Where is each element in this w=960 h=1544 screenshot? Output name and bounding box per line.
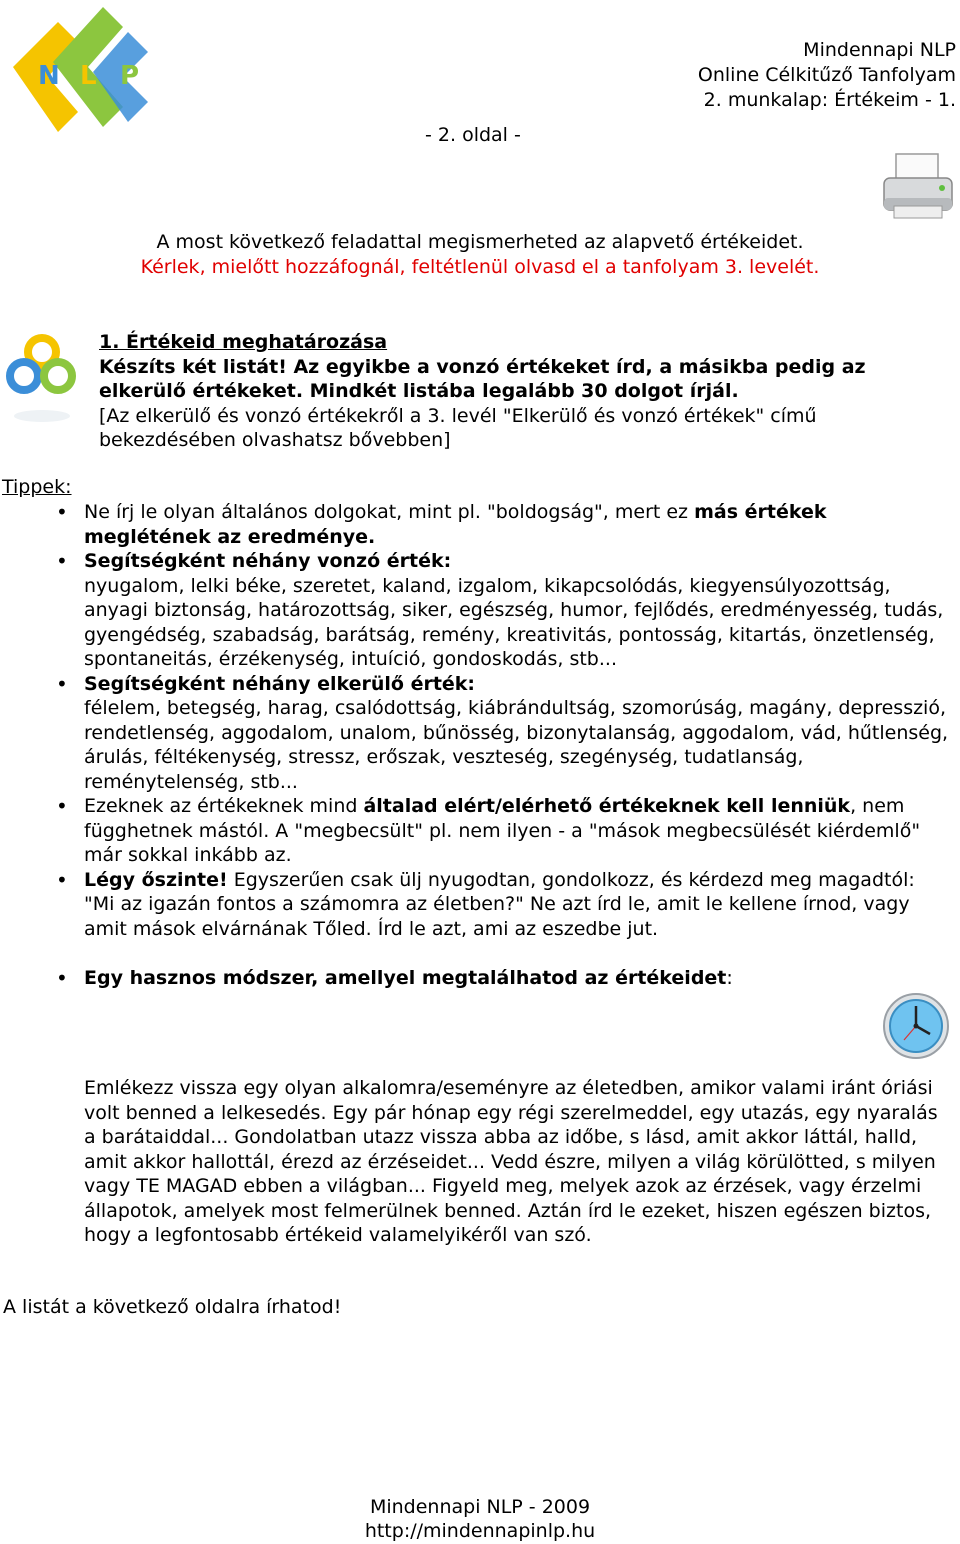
rings-icon	[4, 330, 80, 430]
section-values	[99, 330, 939, 453]
footer-site: Mindennapi NLP - 2009	[369, 1496, 591, 1518]
intro-warning: Kérlek, mielőtt hozzáfognál, feltétlenül olvasd el a tanfolyam 3. levelét.	[140, 256, 820, 278]
section-title: 1. Értékeid meghatározása	[99, 331, 388, 353]
method-paragraph: Emlékezz vissza egy olyan alkalomra/eseményre az életedben, amikor valami iránt óriási volt benned a lelkesedés. Egy pár hónap egy régi szerelmeddel, egy utazás, egy nyaralás a barátaiddal... Gondolatban utazz vissza abba az időbe, s lásd, amit akkor láttál, halld, amit akkor hallottál, érezd az érzéseidet... Vedd észre, milyen a világ körülötted, s milyen vagy TE MAGAD ebben a világban... Figyeld meg, melyek azok az érzések, vagy érzelmi állapotok, amelyek most felmerülnek benned. Aztán írd le ezeket, hiszen egészen biztos, hogy a legfontosabb értékeid valamelyikéről van szó.	[84, 1077, 938, 1246]
site-name: Mindennapi NLP	[803, 39, 956, 61]
list-item: • Légy őszinte! Egyszerűen csak ülj nyugodtan, gondolkozz, és kérdezd meg magadtól: "Mi az igazán fontos a számomra az életben?" Ne azt írd le, amit le kellene írnod, vagy amit mások elvárnának Tőled. Írd le azt, ami az eszedbe jut.	[84, 868, 950, 942]
list-item: • Egy hasznos módszer, amellyel megtalálhatod az értékeidet:	[84, 966, 950, 991]
logo-letter-l: L	[80, 61, 97, 91]
list-item: • Segítségként néhány vonzó érték: nyugalom, lelki béke, szeretet, kaland, izgalom, kikapcsolódás, kiegyensúlyozottság, anyagi biztonság, határozottság, siker, egészség, humor, fejlődés, eredményesség, tudás, gyengédség, szabadság, barátság, remény, kreativitás, pontosság, kitartás, önzetlenség, spontaneitás, érzékenység, intuíció, gondoskodás, stb...	[84, 549, 950, 672]
section-note: [Az elkerülő és vonzó értékekről a 3. levél "Elkerülő és vonzó értékek" című bekezdésében olvashatsz bővebben]	[99, 404, 817, 451]
intro	[0, 230, 960, 280]
clock-icon	[880, 990, 952, 1062]
footer-url[interactable]: http://mindennapinlp.hu	[364, 1520, 596, 1542]
section-instruction: Készíts két listát! Az egyikbe a vonzó értékeket írd, a másikba pedig az elkerülő értékeket. Mindkét listába legalább 30 dolgot írjál.	[99, 355, 866, 402]
worksheet-name: 2. munkalap: Értékeim - 1.	[703, 89, 956, 111]
intro-line: A most következő feladattal megismerheted az alapvető értékeidet.	[156, 231, 804, 253]
page-number: - 2. oldal -	[425, 124, 521, 146]
list-item: • Ezeknek az értékeknek mind általad elért/elérhető értékeknek kell lenniük, nem függhetnek mástól. A "megbecsült" pl. nem ilyen - a "mások megbecsülését kiérdemlő" már sokkal inkább az.	[84, 794, 950, 868]
nlp-logo	[8, 2, 158, 142]
footer	[0, 1495, 960, 1543]
list-item: • Segítségként néhány elkerülő érték: félelem, betegség, harag, csalódottság, kiábrándultság, szomorúság, magány, depresszió, rendetlenség, aggodalom, unalom, bűnösség, bizonytalanság, aggodalom, vád, hűtlenség, árulás, féltékenység, stressz, erőszak, veszteség, szegénység, tudatlanság, reménytelenség, stb...	[84, 672, 950, 795]
list-item: • Ne írj le olyan általános dolgokat, mint pl. "boldogság", mert ez más értékek meglétének az eredménye.	[84, 500, 950, 549]
printer-icon[interactable]	[880, 150, 956, 224]
tips-list	[0, 500, 950, 990]
course-name: Online Célkitűző Tanfolyam	[697, 64, 956, 86]
closing-note: A listát a következő oldalra írhatod!	[3, 1296, 342, 1318]
tips-heading: Tippek:	[2, 476, 72, 498]
logo-letter-n: N	[38, 61, 60, 91]
header-block	[698, 38, 956, 113]
logo-letter-p: P	[120, 61, 140, 91]
